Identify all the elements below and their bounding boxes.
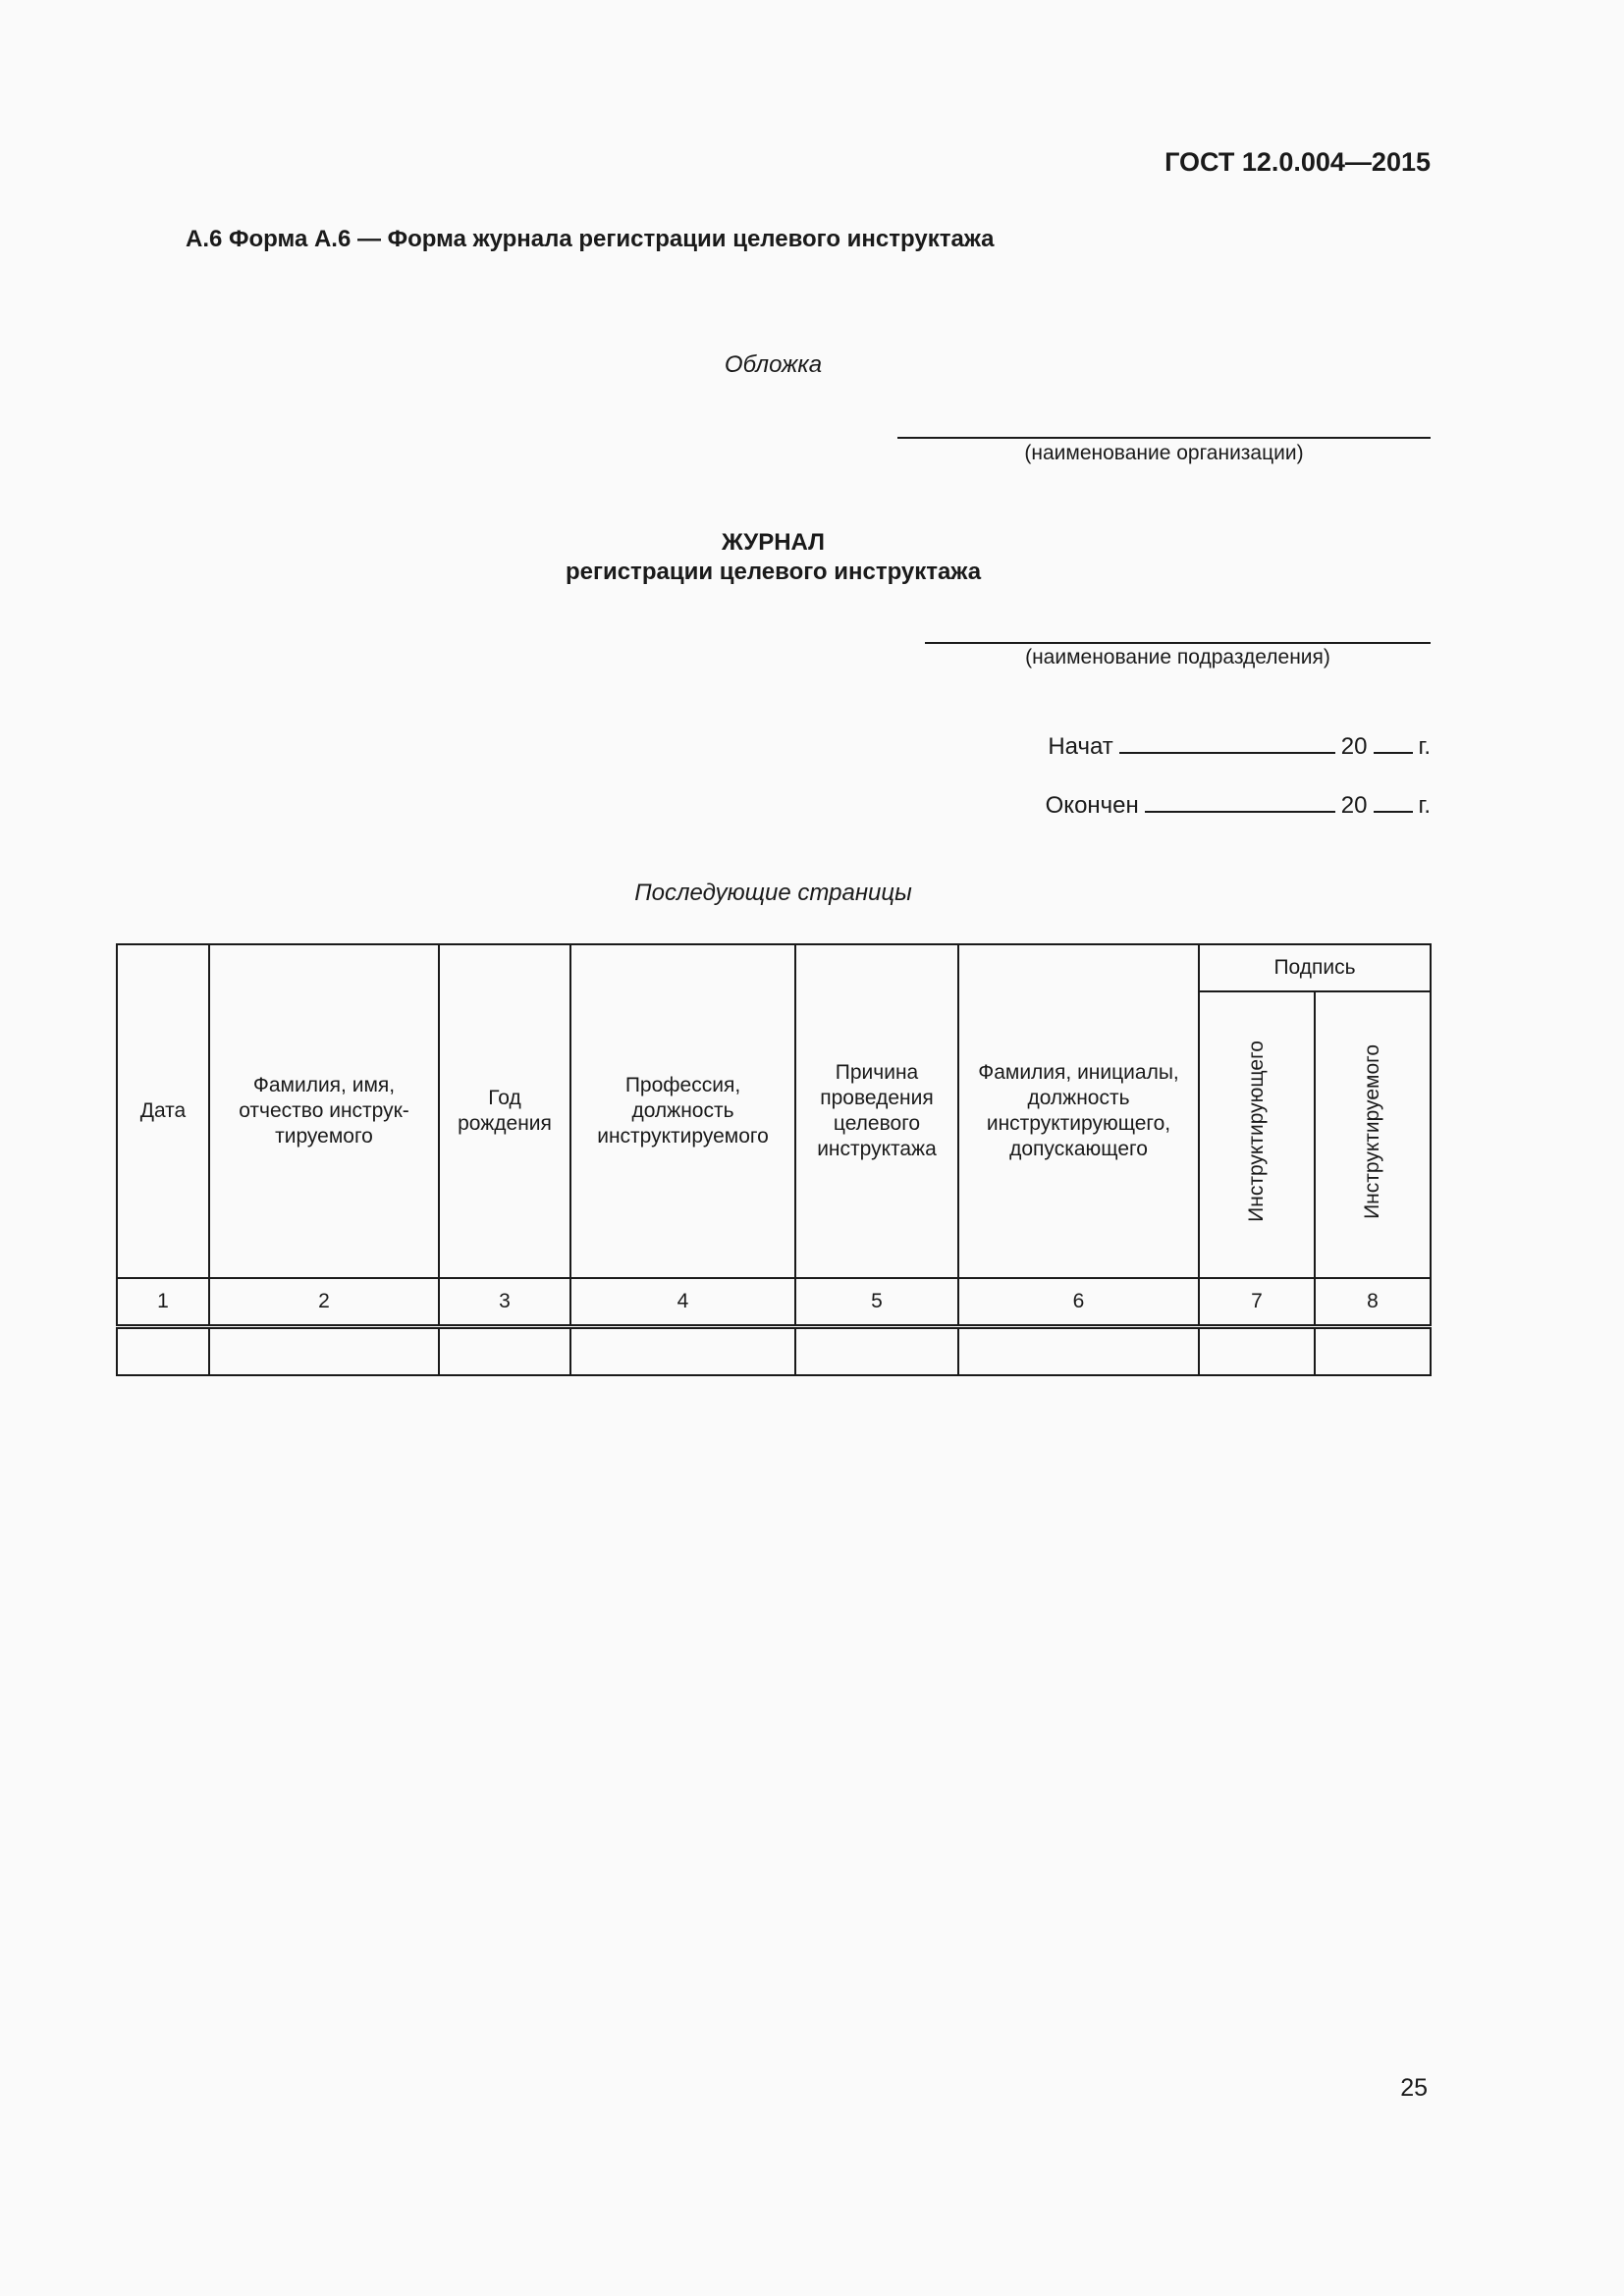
standard-code: ГОСТ 12.0.004—2015 xyxy=(1164,147,1431,177)
column-number: 7 xyxy=(1199,1278,1315,1327)
column-number: 3 xyxy=(439,1278,570,1327)
page-number: 25 xyxy=(1400,2074,1428,2102)
organization-caption: (наименование организации) xyxy=(1024,442,1304,464)
started-year-prefix: 20 xyxy=(1340,733,1368,760)
finished-year-suffix: г. xyxy=(1418,792,1431,819)
journal-subtitle: регистрации целевого инструктажа xyxy=(565,559,982,585)
started-year-blank[interactable] xyxy=(1374,732,1413,754)
entry-cell-full-name[interactable] xyxy=(209,1327,439,1376)
entry-cell-birth-year[interactable] xyxy=(439,1327,570,1376)
finished-date-blank[interactable] xyxy=(1145,791,1335,813)
entry-cell-instructor[interactable] xyxy=(958,1327,1199,1376)
finished-year-prefix: 20 xyxy=(1340,792,1368,819)
journal-table xyxy=(116,943,1432,1376)
entry-cell-date[interactable] xyxy=(117,1327,209,1376)
entry-cell-trainee-signature[interactable] xyxy=(1315,1327,1431,1376)
next-pages-label: Последующие страницы xyxy=(634,880,912,906)
cover-label: Обложка xyxy=(724,351,823,378)
column-header-full-name: Фамилия, имя, отчество инструк-тируемого xyxy=(209,944,439,1278)
column-number: 5 xyxy=(795,1278,958,1327)
finished-date-line xyxy=(1046,791,1431,820)
instructor-signature-label: Инструктирующего xyxy=(1245,1041,1268,1222)
started-label: Начат xyxy=(1048,733,1113,760)
entry-cell-profession[interactable] xyxy=(570,1327,795,1376)
column-header-date: Дата xyxy=(117,944,209,1278)
column-header-reason: Причина проведения целевого инструктажа xyxy=(795,944,958,1278)
journal-title-block xyxy=(0,528,1546,587)
trainee-signature-label: Инструктируемого xyxy=(1361,1043,1383,1219)
journal-title: ЖУРНАЛ xyxy=(721,529,826,556)
column-header-signature: Подпись xyxy=(1199,944,1431,991)
column-header-instructor: Фамилия, инициалы, должность инструктирующего, допускающего xyxy=(958,944,1199,1278)
column-header-birth-year: Год рождения xyxy=(439,944,570,1278)
department-line xyxy=(925,642,1431,644)
column-number: 4 xyxy=(570,1278,795,1327)
organization-line xyxy=(897,437,1431,439)
column-number: 8 xyxy=(1315,1278,1431,1327)
column-number: 1 xyxy=(117,1278,209,1327)
column-header-trainee-signature xyxy=(1315,991,1431,1278)
column-number: 6 xyxy=(958,1278,1199,1327)
department-caption: (наименование подразделения) xyxy=(1025,646,1330,668)
finished-label: Окончен xyxy=(1045,792,1139,819)
started-date-blank[interactable] xyxy=(1119,732,1335,754)
started-year-suffix: г. xyxy=(1418,733,1431,760)
table-row xyxy=(117,1327,1431,1376)
section-title: А.6 Форма А.6 — Форма журнала регистрации целевого инструктажа xyxy=(186,226,995,252)
column-header-instructor-signature xyxy=(1199,991,1315,1278)
column-number: 2 xyxy=(209,1278,439,1327)
finished-year-blank[interactable] xyxy=(1374,791,1413,813)
entry-cell-instructor-signature[interactable] xyxy=(1199,1327,1315,1376)
entry-cell-reason[interactable] xyxy=(795,1327,958,1376)
started-date-line xyxy=(1048,732,1431,761)
column-header-profession: Профессия, должность инструктируемого xyxy=(570,944,795,1278)
